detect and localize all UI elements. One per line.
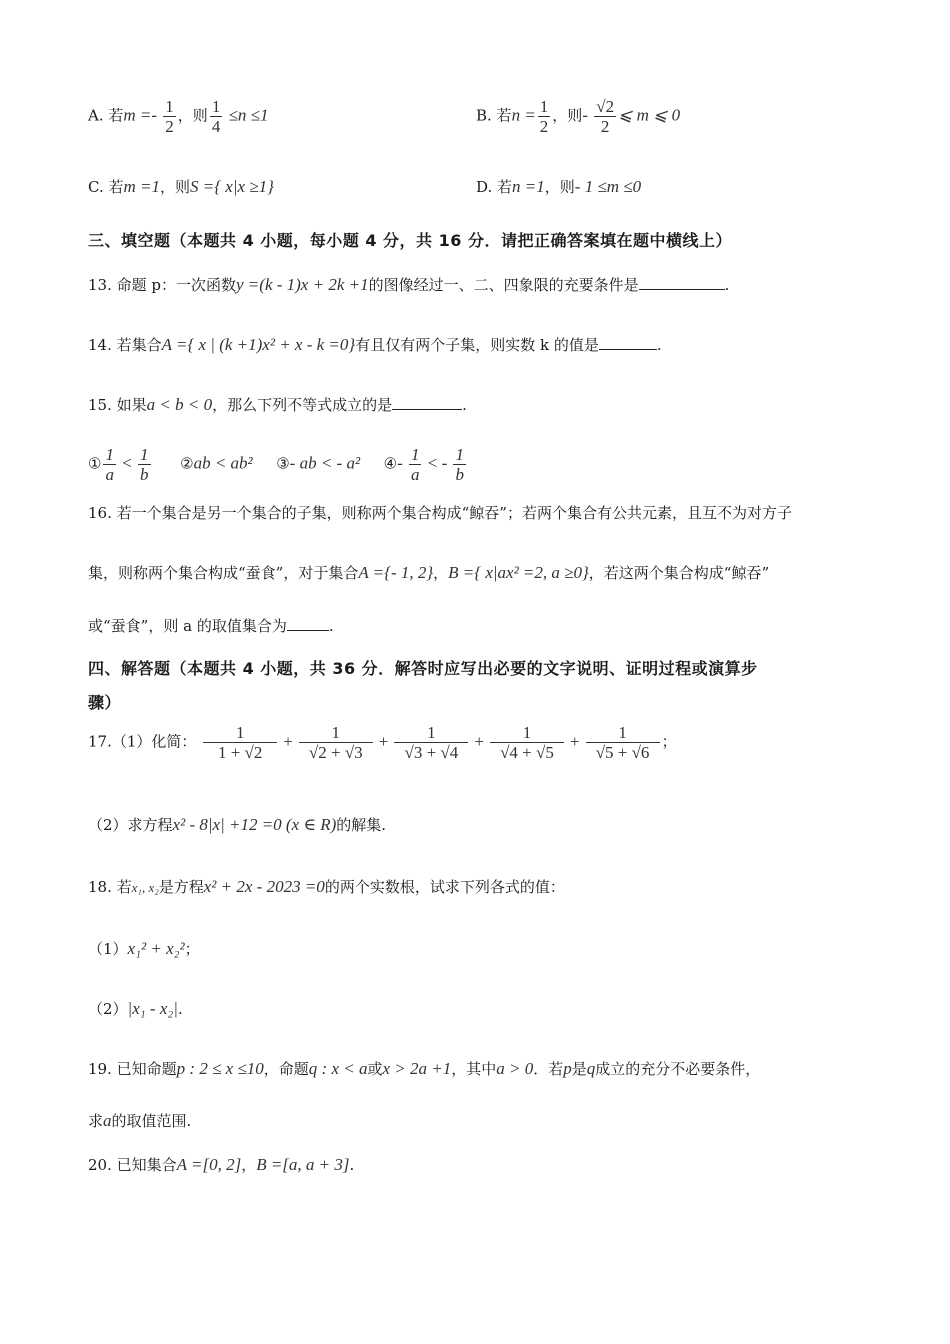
option-a-cond: m =- (123, 105, 162, 125)
question-19-line-2 (88, 1112, 191, 1129)
question-14 (88, 336, 662, 353)
question-16-line-2 (88, 564, 769, 581)
q15-text-b: ，那么下列不等式成立的是 (212, 396, 393, 414)
option-d-label: D. 若 (476, 178, 513, 196)
section-3-heading: 三、填空题（本题共 4 小题，每小题 4 分，共 16 分．请把正确答案填在题中横线上） (88, 231, 732, 250)
q15-answer-blank[interactable] (392, 397, 462, 410)
q18-number: 18. (88, 878, 112, 896)
section-4-heading-line-2: 骤） (88, 693, 122, 712)
option-d-cond: n =1 (512, 177, 545, 196)
q16-end: . (328, 617, 334, 635)
option-c-label: C. 若 (88, 178, 124, 196)
q19-q: q : x < a (308, 1059, 368, 1078)
q18-p1-expr: x₁² + x₂² (127, 939, 185, 958)
option-b-cond-frac: $\frac{1}{2}$ (539, 97, 549, 136)
q17-equation: x² - 8|x| +12 =0 (x ∈ R) (172, 815, 337, 834)
q14-text-a: 若集合 (116, 336, 162, 354)
q19-p: p : 2 ≤ x ≤10 (176, 1059, 264, 1078)
q18-p2-label: （2） (88, 1000, 128, 1018)
option-c-mid: ，则 (159, 178, 190, 196)
option-a-cond-frac: $\frac{1}{2}$ (165, 97, 174, 136)
option-d (476, 178, 641, 195)
q19-line2-b: 的取值范围. (111, 1112, 192, 1130)
option-a (88, 98, 268, 135)
q17-part2: （2）求方程 (88, 816, 173, 834)
option-a-res-frac: $\frac{1}{4}$ (211, 97, 221, 136)
q17-plus-sign: + (378, 731, 389, 751)
option-a-mid: ，则 (177, 106, 208, 125)
q15-end: . (462, 396, 467, 414)
q19-text-c: 或 (367, 1060, 383, 1078)
q16-comma: ， (433, 564, 449, 582)
q17-fraction-numerator: 1 (299, 724, 373, 743)
q18-p1-label: （1） (88, 940, 128, 958)
q13-math: y =(k - 1)x + 2k +1 (236, 275, 369, 294)
q19-a-var: a (103, 1111, 112, 1130)
q18-part-1 (88, 940, 200, 957)
q17-fraction-term (394, 724, 468, 761)
q20-set-a: A =[0, 2] (176, 1155, 242, 1174)
option-d-mid: ，则 (544, 178, 575, 196)
q15-opt2-expr: ab < ab² (193, 453, 253, 473)
q15-opt3-label: ③ (276, 454, 290, 473)
question-18 (88, 878, 565, 895)
option-b-res-frac: $\frac{√2}{2}$ (596, 97, 615, 136)
option-c (88, 178, 274, 195)
q18-p2-expr: |x₁ - x₂| (127, 999, 178, 1018)
q20-end: . (349, 1156, 355, 1174)
q17-number: 17. (88, 732, 112, 751)
question-16-line-3 (88, 618, 334, 634)
q19-number: 19. (88, 1060, 112, 1078)
section-4-heading-line-1: 四、解答题（本题共 4 小题，共 36 分．解答时应写出必要的文字说明、证明过程或演算步 (88, 659, 758, 678)
q19-text-e: ．若 (533, 1060, 564, 1078)
q16-answer-blank[interactable] (287, 618, 329, 631)
q16-set-a: A ={- 1, 2} (358, 563, 434, 582)
q13-answer-blank[interactable] (639, 277, 725, 290)
option-d-res: - 1 ≤m ≤0 (574, 177, 642, 196)
option-b-res-head: - (582, 105, 593, 125)
q17-fraction-denominator: √4 + √5 (500, 743, 554, 762)
q18-text-a: 若 (116, 878, 132, 896)
question-20 (88, 1156, 354, 1173)
q19-text-f: 是 (571, 1060, 587, 1078)
question-13 (88, 276, 729, 293)
q16-line1: 若一个集合是另一个集合的子集，则称两个集合构成“鲸吞”；若两个集合有公共元素，且互不为对方子 (116, 504, 792, 522)
q17-fraction-numerator: 1 (586, 724, 660, 743)
q17-part1: （1）化简： (111, 732, 197, 751)
q20-sep: ， (241, 1156, 257, 1174)
q17-end2: 的解集. (336, 816, 387, 834)
question-17-part-2 (88, 816, 386, 833)
q18-part-2 (88, 1000, 183, 1017)
q15-opt3-expr: - ab < - a² (289, 453, 361, 473)
q15-opt4-rhs: $\frac{1}{b}$ (455, 445, 464, 484)
q17-fraction-term (299, 724, 373, 761)
q20-set-b: B =[a, a + 3] (256, 1155, 350, 1174)
q15-text-a: 如果 (116, 396, 147, 414)
q15-opt4-head: - (397, 453, 407, 473)
q20-number: 20. (88, 1156, 112, 1174)
question-19-line-1 (88, 1060, 760, 1077)
q13-end: . (724, 276, 730, 294)
q17-plus-sign: + (283, 731, 293, 751)
q15-opt1-label: ① (88, 454, 102, 473)
q15-opt4-lhs: $\frac{1}{a}$ (410, 445, 420, 484)
q17-fraction-denominator: √3 + √4 (404, 743, 459, 762)
option-c-res: S ={ x|x ≥1} (190, 177, 274, 196)
q17-sum (201, 723, 661, 762)
q19-text-d: ，其中 (451, 1060, 497, 1078)
option-a-label: A. 若 (88, 106, 124, 125)
q15-math: a < b < 0 (146, 395, 213, 414)
q17-fraction-denominator: 1 + √2 (217, 743, 263, 762)
q19-line2-a: 求 (88, 1112, 104, 1130)
q19-p-var: p (563, 1059, 572, 1078)
q13-text-b: 的图像经过一、二、四象限的充要条件是 (368, 276, 639, 294)
q14-text-b: 有且仅有两个子集，则实数 k 的值是 (355, 336, 599, 354)
q15-opt1-op: < (117, 453, 137, 473)
q15-options (88, 446, 468, 483)
q16-line3: 或“蚕食”，则 a 的取值集合为 (88, 617, 287, 635)
q17-fraction-numerator: 1 (490, 724, 564, 743)
q19-cond: a > 0 (496, 1059, 534, 1078)
q17-fraction-term (203, 724, 277, 761)
q18-vars: x₁, x₂ (131, 880, 159, 895)
q17-fraction-denominator: √5 + √6 (595, 743, 650, 762)
q20-text-a: 已知集合 (116, 1156, 177, 1174)
q17-fraction-numerator: 1 (203, 724, 277, 743)
option-a-res-tail: ≤n ≤1 (224, 105, 269, 125)
q18-text-b: 是方程 (158, 878, 204, 896)
option-b-res-tail: ⩽ m ⩽ 0 (618, 105, 681, 125)
q16-number: 16. (88, 504, 112, 522)
q16-line2-a: 集，则称两个集合构成“蚕食”，对于集合 (88, 564, 359, 582)
q19-q-var: q (586, 1059, 596, 1078)
option-c-cond: m =1 (123, 177, 160, 196)
option-b-label: B. 若 (476, 106, 512, 125)
option-b (476, 98, 680, 135)
q14-answer-blank[interactable] (599, 337, 657, 350)
q13-number: 13. (88, 276, 112, 294)
q14-end: . (656, 336, 662, 354)
q18-p1-end: ； (184, 940, 200, 958)
q19-text-a: 已知命题 (116, 1060, 177, 1078)
q17-plus-sign: + (569, 731, 580, 751)
q14-number: 14. (88, 336, 112, 354)
option-b-mid: ，则 (552, 106, 583, 125)
q17-fraction-numerator: 1 (394, 724, 468, 743)
q15-opt1-lhs: $\frac{1}{a}$ (105, 445, 114, 484)
q17-plus-sign: + (474, 731, 484, 751)
q18-p2-end: . (177, 1000, 183, 1018)
question-17-part-1 (88, 724, 677, 761)
q17-fraction-term (490, 724, 564, 761)
q17-fraction-denominator: √2 + √3 (308, 743, 363, 762)
q18-equation: x² + 2x - 2023 =0 (203, 877, 325, 896)
q15-opt4-label: ④ (383, 454, 398, 473)
q19-text-b: ，命题 (263, 1060, 309, 1078)
q19-text-g: 成立的充分不必要条件， (595, 1060, 761, 1078)
q15-opt2-label: ② (180, 454, 194, 473)
q17-fraction-term (586, 724, 660, 761)
q15-number: 15. (88, 396, 112, 414)
q15-opt1-rhs: $\frac{1}{b}$ (140, 445, 149, 484)
q17-end1: ； (661, 732, 677, 751)
q19-q2: x > 2a +1 (382, 1059, 452, 1078)
q16-set-b: B ={ x|ax² =2, a ≥0} (448, 563, 589, 582)
question-16-line-1 (88, 506, 792, 521)
q15-opt4-op: < - (423, 453, 452, 473)
question-15 (88, 396, 467, 413)
q16-line2-b: ，若这两个集合构成“鲸吞” (588, 564, 770, 582)
q14-math: A ={ x | (k +1)x² + x - k =0} (161, 335, 356, 354)
q18-text-c: 的两个实数根，试求下列各式的值： (324, 878, 565, 896)
q13-text-a: 命题 p：一次函数 (116, 276, 237, 294)
option-b-cond: n = (511, 105, 536, 125)
